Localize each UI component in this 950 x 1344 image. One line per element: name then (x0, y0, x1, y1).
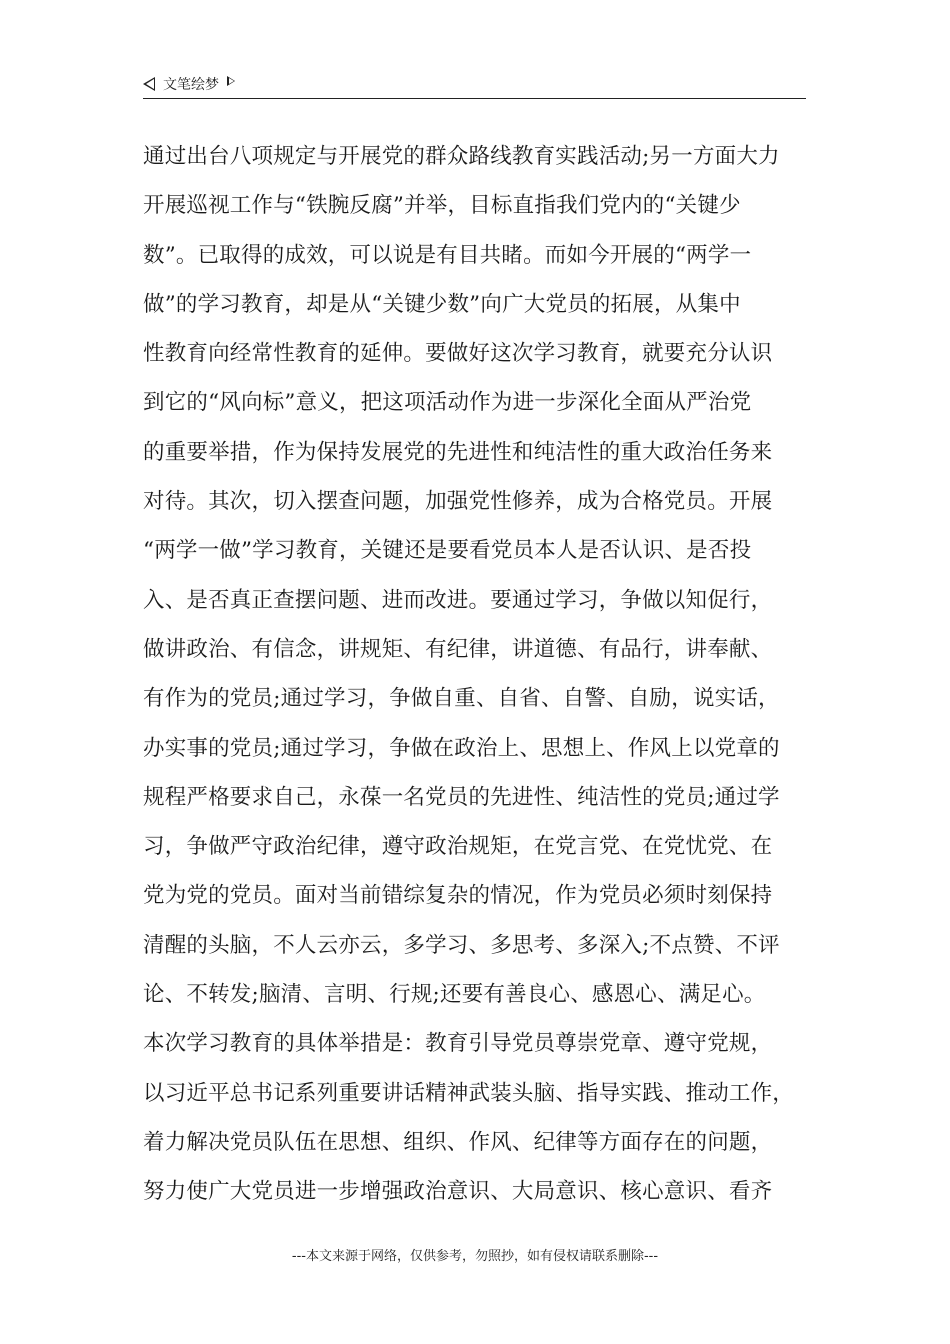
body-line: 论、不转发;脑清、言明、行规;还要有善良心、感恩心、满足心。 (143, 982, 766, 1008)
body-line: 努力使广大党员进一步增强政治意识、大局意识、核心意识、看齐 (143, 1179, 773, 1205)
body-line: 党为党的党员。面对当前错综复杂的情况，作为党员必须时刻保持 (143, 883, 773, 909)
triangle-left-icon (143, 77, 155, 91)
body-line: 通过出台八项规定与开展党的群众路线教育实践活动;另一方面大力 (143, 144, 780, 169)
body-line: 本次学习教育的具体举措是：教育引导党员尊崇党章、遵守党规， (143, 1031, 773, 1057)
body-line: 做讲政治、有信念，讲规矩、有纪律，讲道德、有品行，讲奉献、 (143, 636, 773, 662)
header-brand (143, 74, 235, 94)
body-line: 有作为的党员;通过学习，争做自重、自省、自警、自励，说实话， (143, 686, 780, 712)
body-line: 的重要举措，作为保持发展党的先进性和纯洁性的重大政治任务来 (143, 439, 773, 465)
body-line: 对待。其次，切入摆查问题，加强党性修养，成为合格党员。开展 (143, 489, 773, 515)
body-line: 到它的“风向标”意义，把这项活动作为进一步深化全面从严治党 (143, 390, 752, 416)
disclaimer-footer: ---本文来源于网络，仅供参考，勿照抄，如有侵权请联系删除--- (291, 1249, 659, 1264)
body-line: 规程严格要求自己，永葆一名党员的先进性、纯洁性的党员;通过学 (143, 784, 780, 810)
body-line: 以习近平总书记系列重要讲话精神武装头脑、指导实践、推动工作， (143, 1080, 795, 1106)
brand-label: 文笔绘梦 (163, 77, 219, 93)
body-line: 办实事的党员;通过学习，争做在政治上、思想上、作风上以党章的 (143, 735, 780, 761)
body-line: 数”。已取得的成效，可以说是有目共睹。而如今开展的“两学一 (143, 242, 752, 268)
body-line: 性教育向经常性教育的延伸。要做好这次学习教育，就要充分认识 (143, 341, 773, 367)
body-line: 开展巡视工作与“铁腕反腐”并举，目标直指我们党内的“关键少 (143, 193, 741, 219)
triangle-right-icon (227, 76, 235, 86)
body-line: 着力解决党员队伍在思想、组织、作风、纪律等方面存在的问题， (143, 1129, 773, 1155)
body-line: 入、是否真正查摆问题、进而改进。要通过学习，争做以知促行， (143, 587, 773, 613)
document-body (143, 132, 823, 1217)
body-line: “两学一做”学习教育，关键还是要看党员本人是否认识、是否投 (143, 538, 752, 564)
body-line: 习，争做严守政治纪律，遵守政治规矩，在党言党、在党忧党、在 (143, 834, 773, 860)
body-line: 做”的学习教育，却是从“关键少数”向广大党员的拓展，从集中 (143, 291, 741, 317)
body-line: 清醒的头脑，不人云亦云，多学习、多思考、多深入;不点赞、不评 (143, 932, 780, 958)
page-header (143, 72, 806, 99)
